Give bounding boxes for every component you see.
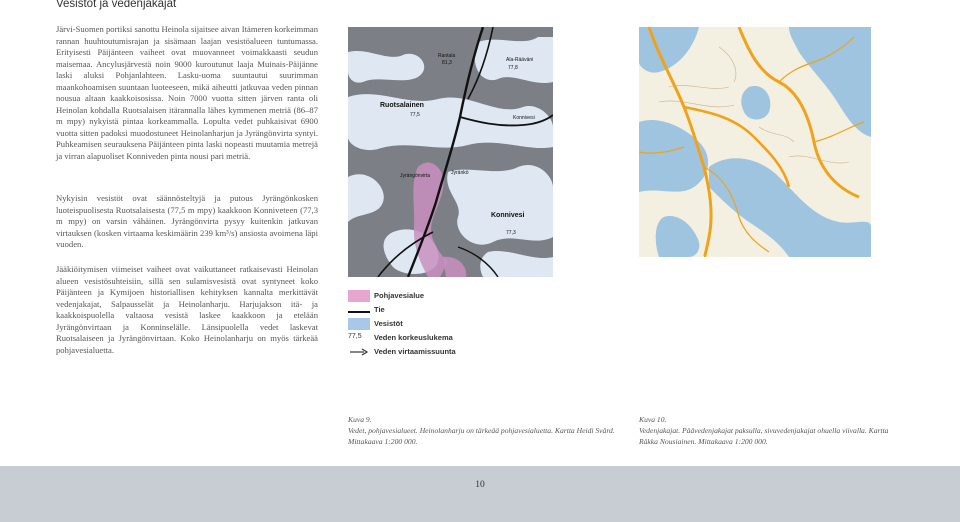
label-ala-raavani: Ala-Rääväni — [506, 57, 534, 63]
arrow-icon — [348, 346, 370, 358]
caption-kuva9-text: Vedet, pohjavesialueet. Heinolanharju on tärkeää pohjavesialuetta. Kartta Heidi Svärd. Mittakaava 1:200 000. — [348, 426, 615, 446]
map-water-graphic — [348, 27, 553, 277]
page-number: 10 — [475, 480, 485, 490]
label-right: Konnivesi — [513, 115, 535, 121]
label-ruotsalainen-value: 77,5 — [410, 112, 420, 118]
map-watershed-divides — [639, 27, 871, 257]
legend-label: Vesistöt — [374, 319, 403, 328]
legend-label: Veden virtaamissuunta — [374, 347, 456, 356]
map-watershed-graphic — [639, 27, 871, 257]
label-konnivesi-value: 77,3 — [506, 230, 516, 236]
caption-kuva9 — [348, 414, 638, 447]
legend-label: Veden korkeuslukema — [374, 333, 453, 342]
label-rantala-value: 81,3 — [442, 60, 452, 66]
paragraph-1: Järvi-Suomen portiksi sanottu Heinola sijaitsee aivan Itämeren korkeimman rannan huuhtoutumisrajan ja sisämaan laajan vesistöalueen tuntumassa. Erityisesti Päijänteen vaiheet ovat muovanneet voimakkaasti seudun maisemaa. Ancylusjärvestä noin 9000 kuroutunut laaja Muinais-Päijänne laski aluksi Pohjanlahteen. Lasku-uoma suuntautui suurimman maankohoamisen suuntaan luoteeseen, mikä aiheutti jatkuvaa veden pinnan nousua altaan kaakkoisosissa. Noin 7000 vuotta sitten järven ranta oli Heinolan kohdalla Ruotsalaisen itärannalla lähes kymmenen metriä (86–87 m mpy) nykyistä pintaa korkeammalla. Lopulta vedet puhkaisivat 6900 vuotta sitten padoksi muodostuneet Heinolanharjun ja Jyrängönvirta syntyi. Puhkeamisen seurauksena Päijänteen pinta laski nopeasti muutamia metrejä ja virran alapuoliset Konniveden pinta nousi pari metriä. — [56, 24, 318, 161]
caption-kuva10 — [639, 414, 909, 447]
caption-kuva9-title: Kuva 9. — [348, 415, 372, 424]
label-rantala: Rantala — [438, 53, 456, 59]
legend-item-water-level — [348, 332, 466, 344]
legend-swatch-road — [348, 304, 370, 313]
legend-item-road — [348, 304, 466, 316]
label-jyrangonvirta: Jyrängönvirta — [400, 173, 431, 179]
label-ala-raavani-value: 77,8 — [508, 65, 518, 71]
legend-item-waters — [348, 318, 466, 330]
label-ruotsalainen: Ruotsalainen — [380, 102, 424, 109]
legend-item-groundwater — [348, 290, 466, 302]
caption-kuva10-text: Vedenjakajat. Päävedenjakajat paksulla, sivuvedenjakajat ohuella viivalla. Kartta Räkka Nousiainen. Mittakaava 1:200 000. — [639, 426, 889, 446]
label-jyranko: Jyränkö — [451, 170, 469, 176]
legend-label: Tie — [374, 305, 385, 314]
label-konnivesi: Konnivesi — [491, 212, 525, 219]
legend-swatch-groundwater — [348, 290, 370, 302]
legend-swatch-waters — [348, 318, 370, 330]
legend-item-flow-direction — [348, 346, 466, 358]
page-heading: Vesistöt ja vedenjakajat — [56, 0, 177, 10]
legend-swatch-water-level: 77,5 — [348, 333, 362, 340]
caption-kuva10-title: Kuva 10. — [639, 415, 667, 424]
paragraph-2: Nykyisin vesistöt ovat säännösteltyjä ja putous Jyrängönkosken luoteispuolisesta Ruotsalaisesta (77,5 m mpy) kaakkoon Konniveteen (77,3 m mpy) on varsin vähäinen. Jyrängönvirta pysyy kuitenkin jatkuvan virtauksen (kosken virtaama keskimäärin 239 km³/s) ansiosta avoimena läpi vuoden. — [56, 193, 318, 249]
legend-label: Pohjavesialue — [374, 291, 425, 300]
page-footer-band — [0, 466, 960, 522]
map-water-groundwater — [348, 27, 553, 277]
map-legend — [348, 286, 466, 364]
paragraph-3: Jääkiöitymisen viimeiset vaiheet ovat vaikuttaneet ratkaisevasti Heinolan alueen vesistösuhteisiin, sillä sen sulamisvesistä ovat syntyneet koko Päijänteen ja Kymijoen historiallisen kehityksen kannalta merkittävät vedenjakajat, Salpausselät ja Heinolanharju. Harjujakson itä- ja kaakkoispuolella valtaosa vesistä laskee kaakkoon ja etelään Jyrängönvirtaan ja Konninselälle. Länsipuolella vedet laskevat Ruotsalaiseen ja Jyrängönvirtaan. Koko Heinolanharju on myös tärkeää pohjavesialuetta. — [56, 264, 318, 355]
